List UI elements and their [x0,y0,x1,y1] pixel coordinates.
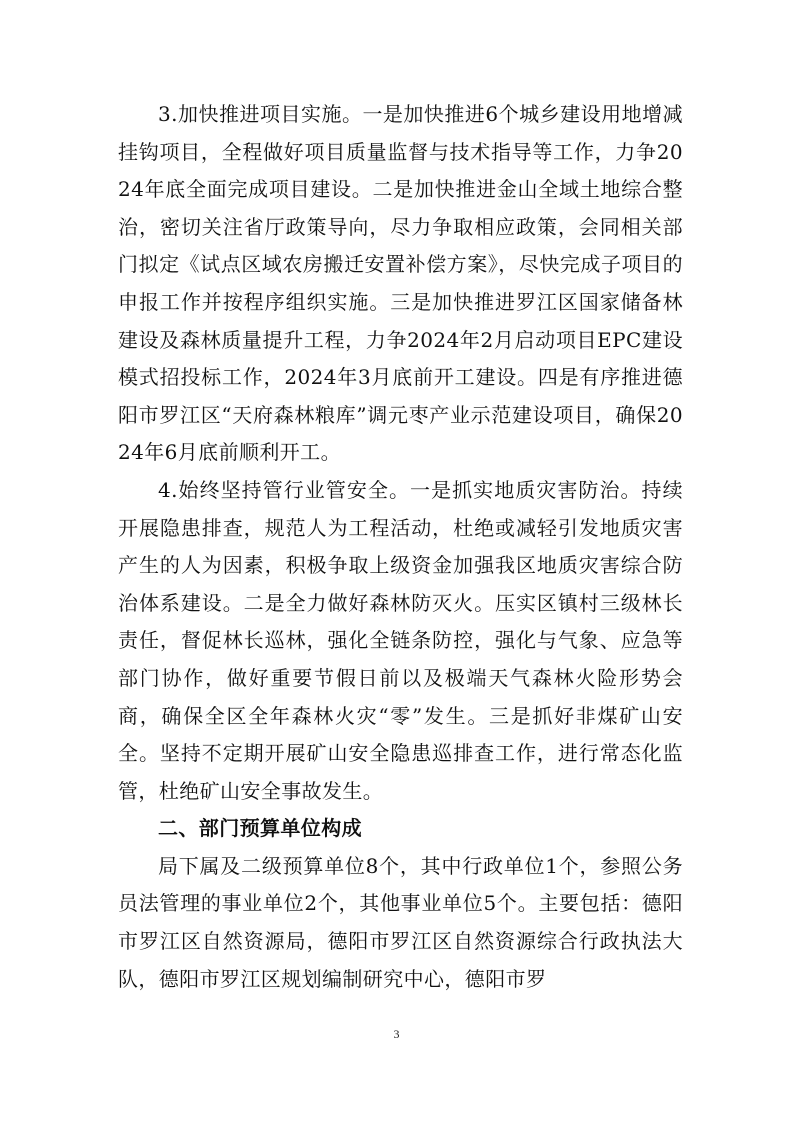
paragraph-budget-units: 局下属及二级预算单位8个，其中行政单位1个，参照公务员法管理的事业单位2个，其他事业单位5个。主要包括：德阳市罗江区自然资源局，德阳市罗江区自然资源综合行政执法大队，德阳市罗江区规划编制研究中心，德阳市罗 [118,853,683,991]
section-heading-budget-units: 二、部门预算单位构成 [158,816,362,841]
paragraph-industry-safety: 4.始终坚持管行业管安全。一是抓实地质灾害防治。持续开展隐患排查，规范人为工程活动，杜绝或减轻引发地质灾害产生的人为因素，积极争取上级资金加强我区地质灾害综合防治体系建设。二是全力做好森林防灭火。压实区镇村三级林长责任，督促林长巡林，强化全链条防控，强化与气象、应急等部门协作，做好重要节假日前以及极端天气森林火险形势会商，确保全区全年森林火灾“零”发生。三是抓好非煤矿山安全。坚持不定期开展矿山安全隐患巡排查工作，进行常态化监管，杜绝矿山安全事故发生。 [118,477,683,803]
paragraph-project-implementation: 3.加快推进项目实施。一是加快推进6个城乡建设用地增减挂钩项目，全程做好项目质量监督与技术指导等工作，力争2024年底全面完成项目建设。二是加快推进金山全域土地综合整治，密切关注省厅政策导向，尽力争取相应政策，会同相关部门拟定《试点区域农房搬迁安置补偿方案》，尽快完成子项目的申报工作并按程序组织实施。三是加快推进罗江区国家储备林建设及森林质量提升工程，力争2024年2月启动项目EPC建设模式招投标工作，2024年3月底前开工建设。四是有序推进德阳市罗江区“天府森林粮库”调元枣产业示范建设项目，确保2024年6月底前顺利开工。 [118,102,683,465]
document-body [118,96,683,998]
page-number: 3 [393,1027,400,1041]
